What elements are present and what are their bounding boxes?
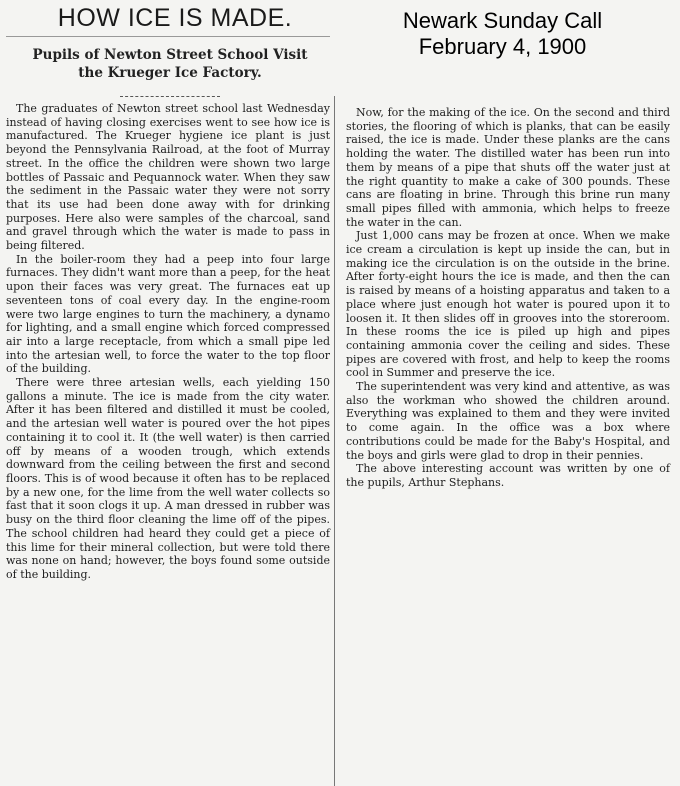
paragraph: There were three artesian wells, each yielding 150 gallons a minute. The ice is made from the city water. After it has been filtered and distilled it must be cooled, and the artesian well water is poured over the hot pipes containing it to cool it. It (the well water) is then carried off by means of a wooden trough, which extends downward from the ceiling between the first and second floors. This is of wood because it often has to be replaced by a new one, for the lime from the well water collects so fast that it soon clogs it up. A man dressed in rubber was busy on the third floor cleaning the lime off of the pipes. The school children had heard they could get a piece of this lime for their mineral collection, but were told there was none on hand; however, the boys found some outside of the building. [6,376,330,581]
paragraph: In the boiler-room they had a peep into four large furnaces. They didn't want more than a peep, for the heat upon their faces was very great. The furnaces eat up seventeen tons of coal every day. In the engine-room were two large engines to turn the machinery, a dynamo for lighting, and a small engine which forced compressed air into a large receptacle, from which a small pipe led into the artesian well, to force the water to the top floor of the building. [6,252,330,376]
paragraph: Just 1,000 cans may be frozen at once. When we make ice cream a circulation is kept up inside the can, but in making ice the circulation is on the outside in the brine. After forty-eight hours the ice is made, and then the can is raised by means of a hoisting apparatus and taken to a place where just enough hot water is poured upon it to loosen it. It then slides off in grooves into the storeroom. In these rooms the ice is piled up high and pipes containing ammonia cover the ceiling and sides. These pipes are covered with frost, and help to keep the rooms cool in Summer and preserve the ice. [346,229,670,380]
publication-name: Newark Sunday Call [402,8,603,33]
top-rule [6,36,330,38]
article-column-right [346,106,670,490]
publication-date: February 4, 1900 [418,34,587,59]
subheadline-line-2: the Krueger Ice Factory. [78,65,262,81]
headline: HOW ICE IS MADE. [57,4,293,32]
subheadline [10,46,330,82]
article-column-left [6,102,330,582]
subheadline-line-1: Pupils of Newton Street School Visit [32,47,308,63]
paragraph: The graduates of Newton street school last Wednesday instead of having closing exercises went to see how ice is manufactured. The Krueger hygiene ice plant is just beyond the Pennsylvania Railroad, at the foot of Murray street. In the office the children were shown two large bottles of Passaic and Pequannock water. When they saw the sediment in the Passaic water they were not sorry that its use had been done away with for drinking purposes. Here also were samples of the charcoal, sand and gravel through which the water is made to pass in being filtered. [6,102,330,253]
paragraph: The above interesting account was written by one of the pupils, Arthur Stephans. [346,462,670,489]
paragraph: The superintendent was very kind and attentive, as was also the workman who showed the children around. Everything was explained to them and they were invited to come again. In the office was a box where contributions could be made for the Baby's Hospital, and the boys and girls were glad to drop in their pennies. [346,380,670,462]
column-divider [334,96,335,786]
source-caption [380,8,625,60]
section-divider [120,96,220,98]
paragraph: Now, for the making of the ice. On the second and third stories, the flooring of which is planks, that can be easily raised, the ice is made. Under these planks are the cans holding the water. The distilled water has been run into them by means of a pipe that shuts off the water just at the right quantity to make a cake of 300 pounds. These cans are floating in brine. Through this brine run many small pipes filled with ammonia, which helps to freeze the water in the can. [346,106,670,229]
